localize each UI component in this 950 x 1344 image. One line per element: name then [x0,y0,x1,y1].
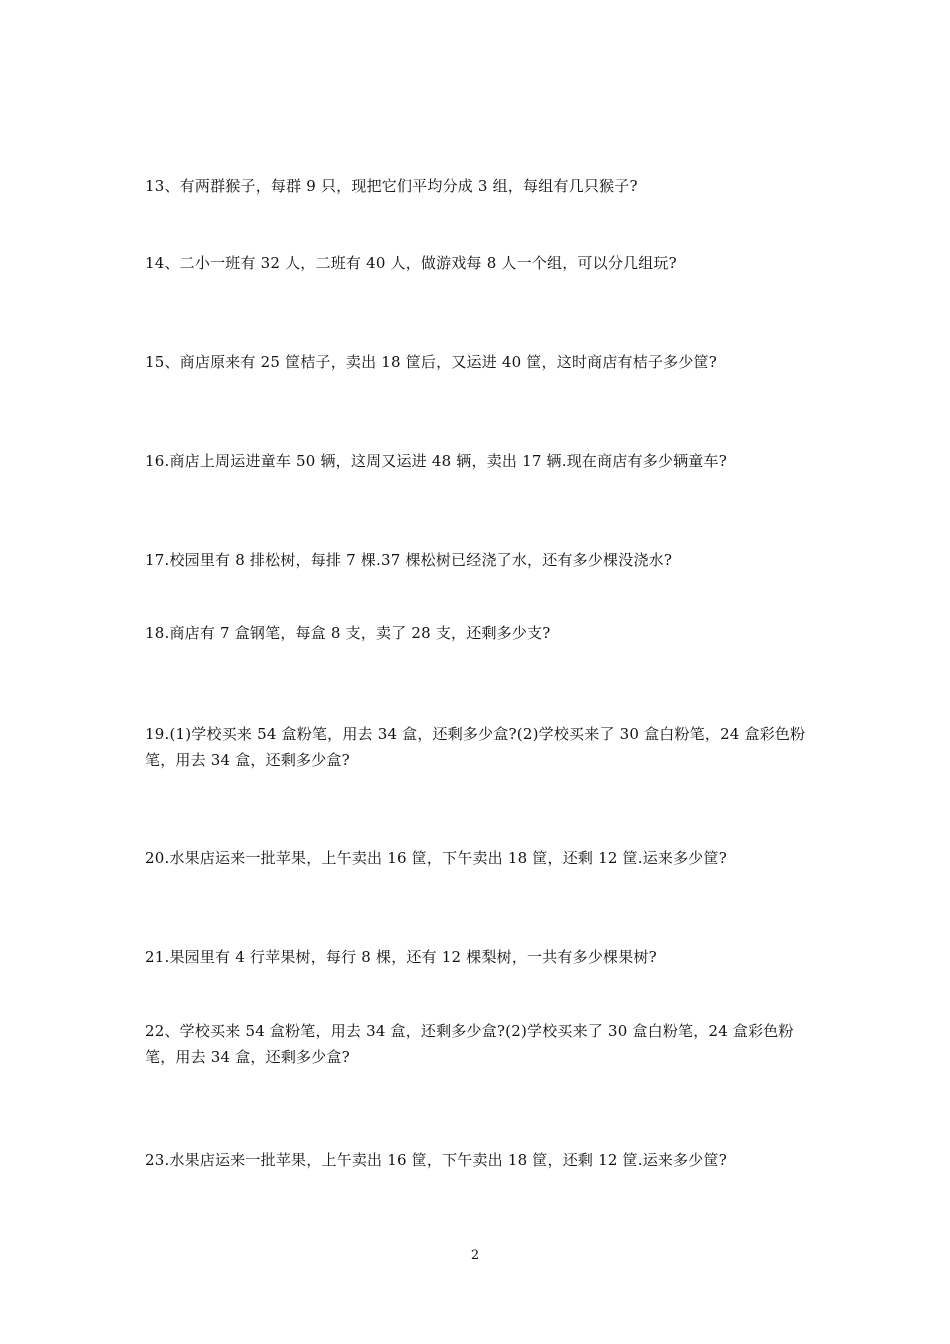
question-15: 15、商店原来有 25 筐桔子，卖出 18 筐后，又运进 40 筐，这时商店有桔子多少筐? [145,353,718,371]
question-21: 21.果园里有 4 行苹果树，每行 8 棵，还有 12 棵梨树，一共有多少棵果树? [145,948,657,966]
page-number: 2 [470,1248,480,1263]
question-13: 13、有两群猴子，每群 9 只，现把它们平均分成 3 组，每组有几只猴子? [145,177,638,195]
question-23: 23.水果店运来一批苹果，上午卖出 16 筐，下午卖出 18 筐，还剩 12 筐.运来多少筐? [145,1151,727,1169]
question-22: 22、学校买来 54 盒粉笔，用去 34 盒，还剩多少盒?(2)学校买来了 30 盒白粉笔，24 盒彩色粉笔，用去 34 盒，还剩多少盒? [145,1022,794,1066]
question-18: 18.商店有 7 盒钢笔，每盒 8 支，卖了 28 支，还剩多少支? [145,624,551,642]
question-19: 19.(1)学校买来 54 盒粉笔，用去 34 盒，还剩多少盒?(2)学校买来了 30 盒白粉笔，24 盒彩色粉笔，用去 34 盒，还剩多少盒? [145,725,806,769]
question-17: 17.校园里有 8 排松树，每排 7 棵.37 棵松树已经浇了水，还有多少棵没浇水? [145,551,673,569]
question-16: 16.商店上周运进童车 50 辆，这周又运进 48 辆，卖出 17 辆.现在商店有多少辆童车? [145,452,727,470]
question-14: 14、二小一班有 32 人，二班有 40 人，做游戏每 8 人一个组，可以分几组玩? [145,254,677,272]
question-20: 20.水果店运来一批苹果，上午卖出 16 筐，下午卖出 18 筐，还剩 12 筐.运来多少筐? [145,849,727,867]
